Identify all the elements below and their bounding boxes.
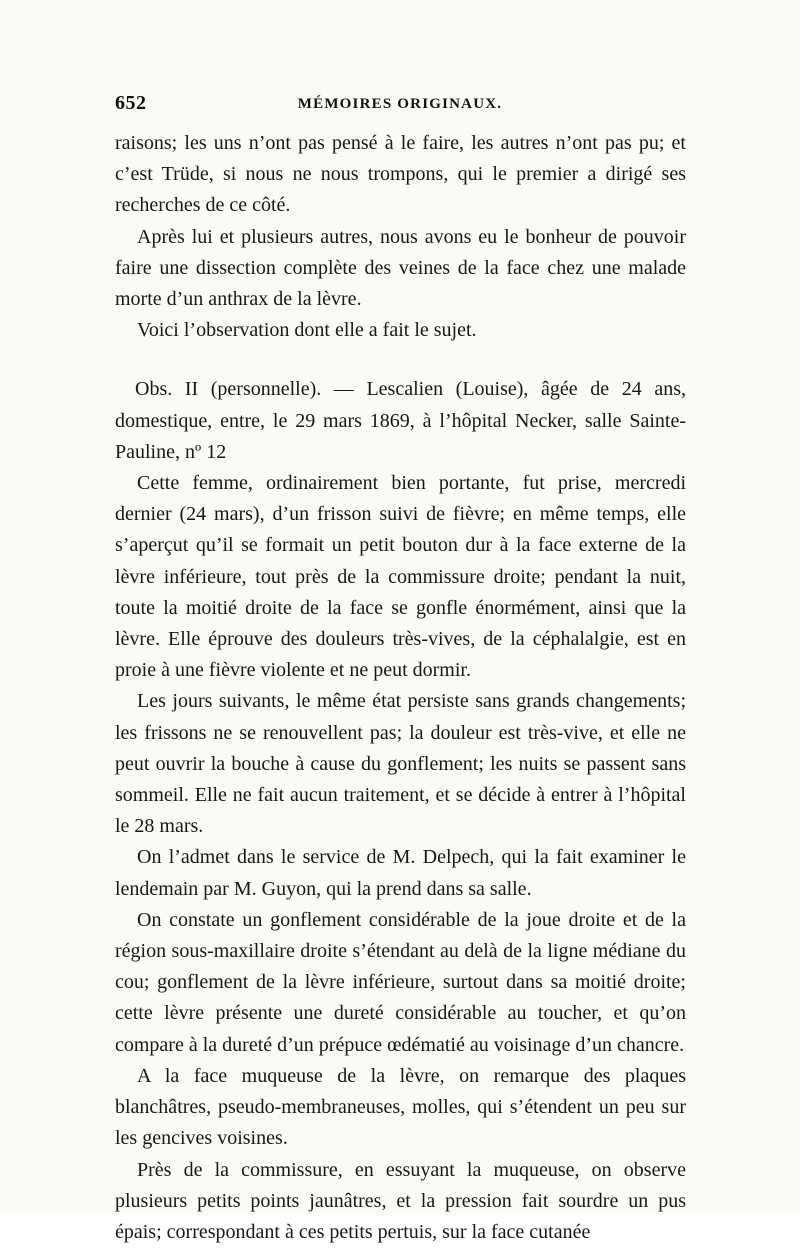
running-head: MÉMOIRES ORIGINAUX. [115,96,685,113]
paragraph-6: Les jours suivants, le même état persiste sans grands changements; les frissons ne se renouvellent pas; la douleur est très-vive, et elle ne peut ouvrir la bouche à cause du gonflement; les nuits se passent sans sommeil. Elle ne fait aucun traitement, et se décide à entrer à l’hôpital le 28 mars. [115,686,686,842]
paragraph-7: On l’admet dans le service de M. Delpech, qui la fait examiner le lendemain par M. Guyon, qui la prend dans sa salle. [115,842,686,904]
page-number: 652 [115,92,147,115]
paragraph-3: Voici l’observation dont elle a fait le sujet. [115,315,686,346]
paragraph-1: raisons; les uns n’ont pas pensé à le faire, les autres n’ont pas pu; et c’est Trüde, si nous ne nous trompons, qui le premier a dirigé ses recherches de ce côté. [115,128,686,222]
observation-heading-paragraph: Obs. II (personnelle). — Lescalien (Louise), âgée de 24 ans, domestique, entre, le 29 mars 1869, à l’hôpital Necker, salle Sainte-Pauline, nº 12 [115,374,686,468]
body-text [115,128,686,1248]
section-spacer [115,346,686,374]
paragraph-10: Près de la commissure, en essuyant la muqueuse, on observe plusieurs petits points jaunâtres, et la pression fait sourdre un pus épais; correspondant à ces petits pertuis, sur la face cutanée [115,1155,686,1248]
page-header [115,92,685,118]
paragraph-5: Cette femme, ordinairement bien portante, fut prise, mercredi dernier (24 mars), d’un frisson suivi de fièvre; en même temps, elle s’aperçut qu’il se formait un petit bouton dur à la face externe de la lèvre inférieure, tout près de la commissure droite; pendant la nuit, toute la moitié droite de la face se gonfle énormément, ainsi que la lèvre. Elle éprouve des douleurs très-vives, de la céphalalgie, est en proie à une fièvre violente et ne peut dormir. [115,468,686,686]
paragraph-8: On constate un gonflement considérable de la joue droite et de la région sous-maxillaire droite s’étendant au delà de la ligne médiane du cou; gonflement de la lèvre inférieure, surtout dans sa moitié droite; cette lèvre présente une dureté considérable au toucher, et qu’on compare à la dureté d’un prépuce œdématié au voisinage d’un chancre. [115,905,686,1061]
paragraph-9: A la face muqueuse de la lèvre, on remarque des plaques blanchâtres, pseudo-membraneuses, molles, qui s’étendent un peu sur les gencives voisines. [115,1061,686,1155]
paragraph-2: Après lui et plusieurs autres, nous avons eu le bonheur de pouvoir faire une dissection complète des veines de la face chez une malade morte d’un anthrax de la lèvre. [115,222,686,316]
